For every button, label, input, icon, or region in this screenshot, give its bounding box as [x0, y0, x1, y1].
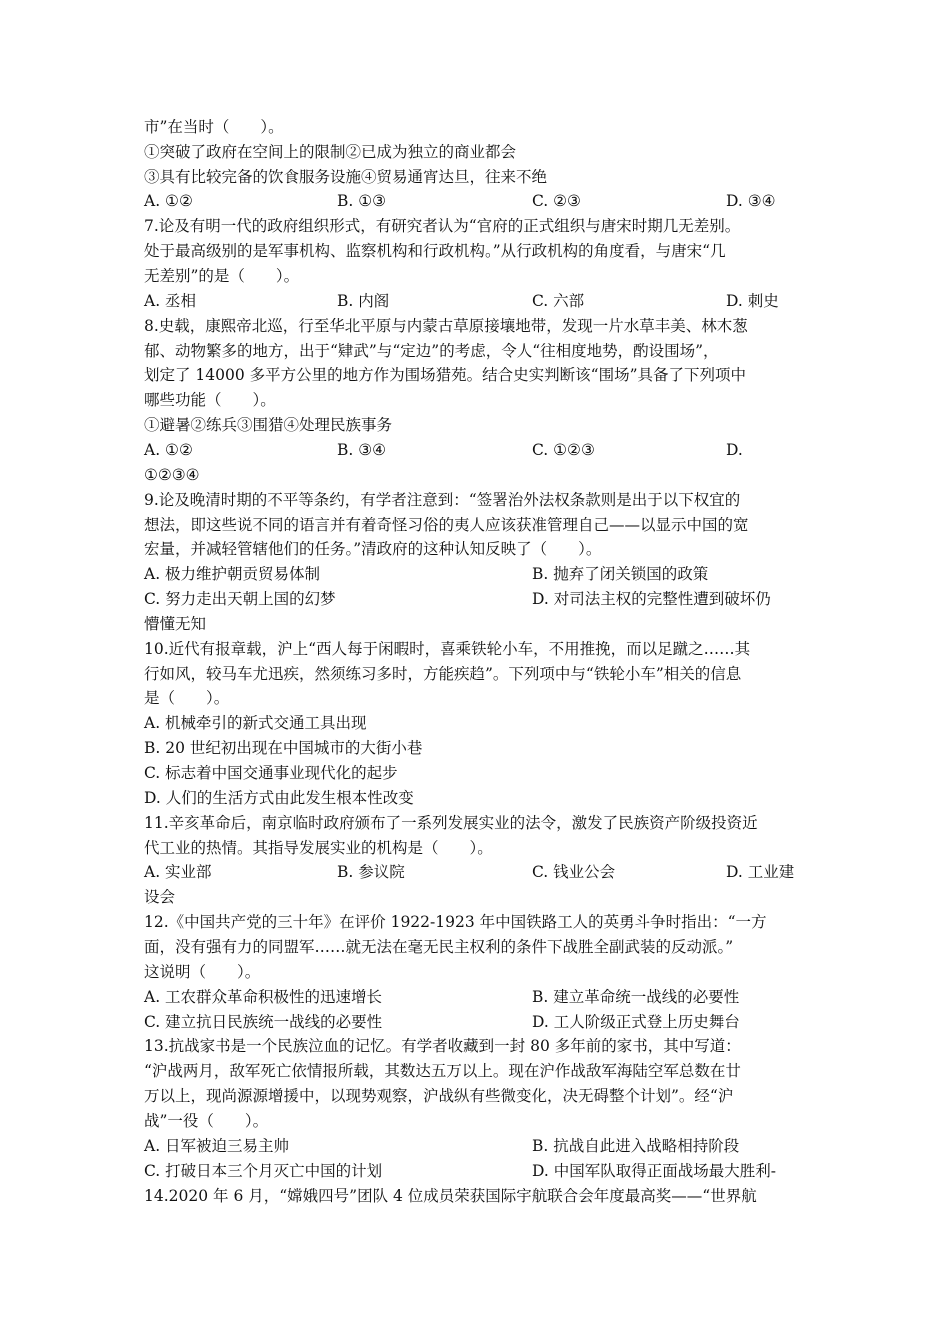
q9-option-a[interactable]: A. 极力维护朝贡贸易体制	[144, 565, 321, 583]
q6-options	[144, 189, 824, 213]
q11-stem-line-1: 11.辛亥革命后，南京临时政府颁布了一系列发展实业的法令，激发了民族资产阶级投资近	[144, 814, 758, 832]
q11-option-a[interactable]: A. 实业部	[144, 863, 212, 881]
q11-option-d[interactable]: D. 工业建	[726, 863, 795, 881]
q13-stem-line-4: 战”一役（ ）。	[144, 1112, 269, 1130]
q10-option-c[interactable]: C. 标志着中国交通事业现代化的起步	[144, 764, 398, 782]
q7-option-b[interactable]: B. 内阁	[337, 292, 390, 310]
q12-option-c[interactable]: C. 建立抗日民族统一战线的必要性	[144, 1013, 383, 1031]
q9-options-row-1	[144, 562, 824, 586]
q9-stem-line-2: 想法，即这些说不同的语言并有着奇怪习俗的夷人应该获准管理自己——以显示中国的宽	[144, 516, 749, 534]
q8-stem-line-4: 哪些功能（ ）。	[144, 391, 276, 409]
q7-option-d[interactable]: D. 刺史	[726, 292, 779, 310]
q13-stem-line-1: 13.抗战家书是一个民族泣血的记忆。有学者收藏到一封 80 多年前的家书，其中写道：	[144, 1037, 741, 1055]
q11-stem-line-2: 代工业的热情。其指导发展实业的机构是（ ）。	[144, 839, 493, 857]
q7-stem-line-1: 7.论及有明一代的政府组织形式，有研究者认为“官府的正式组织与唐宋时期几无差别。	[144, 217, 741, 235]
q13-stem-line-2: “沪战两月，敌军死亡依情报所载，其数达五万以上。现在沪作战敌军海陆空军总数在廿	[144, 1062, 741, 1080]
q6-option-a[interactable]: A. ①②	[144, 192, 193, 210]
q12-stem-line-2: 面，没有强有力的同盟军……就无法在毫无民主权利的条件下战胜全副武装的反动派。”	[144, 938, 734, 956]
q8-stem-line-1: 8.史载，康熙帝北巡，行至华北平原与内蒙古草原接壤地带，发现一片水草丰美、林木葱	[144, 317, 748, 335]
q13-options-row-1	[144, 1134, 824, 1158]
q8-items: ①避暑②练兵③围猎④处理民族事务	[144, 416, 393, 434]
q13-option-d[interactable]: D. 中国军队取得正面战场最大胜利-	[532, 1162, 776, 1180]
q6-items-line-2: ③具有比较完备的饮食服务设施④贸易通宵达旦，往来不绝	[144, 168, 548, 186]
q7-option-c[interactable]: C. 六部	[532, 292, 585, 310]
q8-option-d[interactable]: D.	[726, 441, 743, 459]
q12-option-a[interactable]: A. 工农群众革命积极性的迅速增长	[144, 988, 383, 1006]
q10-stem-line-1: 10.近代有报章载，沪上“西人每于闲暇时，喜乘铁轮小车，不用推挽，而以足蹴之……其	[144, 640, 751, 658]
q13-options-row-2	[144, 1159, 824, 1183]
q10-stem-line-3: 是（ ）。	[144, 689, 230, 707]
q12-option-d[interactable]: D. 工人阶级正式登上历史舞台	[532, 1013, 740, 1031]
q8-option-a[interactable]: A. ①②	[144, 441, 193, 459]
q13-option-c[interactable]: C. 打破日本三个月灭亡中国的计划	[144, 1162, 383, 1180]
q8-stem-line-3: 划定了 14000 多平方公里的地方作为围场猎苑。结合史实判断该“围场”具备了下列项中	[144, 366, 747, 384]
q11-option-d-wrap[interactable]: 设会	[144, 888, 176, 906]
q7-option-a[interactable]: A. 丞相	[144, 292, 197, 310]
q8-option-b[interactable]: B. ③④	[337, 441, 387, 459]
q10-option-b[interactable]: B. 20 世纪初出现在中国城市的大街小巷	[144, 739, 423, 757]
q10-option-a[interactable]: A. 机械牵引的新式交通工具出现	[144, 714, 367, 732]
q12-stem-line-3: 这说明（ ）。	[144, 963, 261, 981]
q12-option-b[interactable]: B. 建立革命统一战线的必要性	[532, 988, 740, 1006]
q8-option-c[interactable]: C. ①②③	[532, 441, 595, 459]
q11-options	[144, 860, 824, 884]
q8-stem-line-2: 郁、动物繁多的地方，出于“肄武”与“定边”的考虑，令人“往相度地势，酌设围场”，	[144, 342, 719, 360]
q8-options	[144, 438, 824, 462]
q12-options-row-2	[144, 1010, 824, 1034]
q14-stem-line-1: 14.2020 年 6 月，“嫦娥四号”团队 4 位成员荣获国际宇航联合会年度最高奖——“世界航	[144, 1187, 757, 1205]
q11-option-c[interactable]: C. 钱业公会	[532, 863, 616, 881]
q7-stem-line-3: 无差别”的是（ ）。	[144, 267, 300, 285]
q13-stem-line-3: 万以上，现尚源源增援中，以现势观察，沪战纵有些微变化，决无碍整个计划”。经“沪	[144, 1087, 734, 1105]
q13-option-a[interactable]: A. 日军被迫三易主帅	[144, 1137, 290, 1155]
q13-option-b[interactable]: B. 抗战自此进入战略相持阶段	[532, 1137, 740, 1155]
q7-stem-line-2: 处于最高级别的是军事机构、监察机构和行政机构。”从行政机构的角度看，与唐宋“几	[144, 242, 726, 260]
q12-options-row-1	[144, 985, 824, 1009]
q9-stem-line-1: 9.论及晚清时期的不平等条约，有学者注意到：“签署治外法权条款则是出于以下权宜的	[144, 491, 741, 509]
q8-option-d-wrap[interactable]: ①②③④	[144, 466, 200, 484]
q9-options-row-2	[144, 587, 824, 611]
q6-stem-continuation: 市”在当时（ ）。	[144, 118, 284, 136]
q6-option-b[interactable]: B. ①③	[337, 192, 387, 210]
q9-option-d-wrap[interactable]: 懵懂无知	[144, 615, 207, 633]
q7-options	[144, 289, 824, 313]
q10-option-d[interactable]: D. 人们的生活方式由此发生根本性改变	[144, 789, 414, 807]
q9-stem-line-3: 宏量，并减轻管辖他们的任务。”清政府的这种认知反映了（ ）。	[144, 540, 602, 558]
q9-option-b[interactable]: B. 抛弃了闭关锁国的政策	[532, 565, 709, 583]
q6-option-c[interactable]: C. ②③	[532, 192, 581, 210]
q9-option-c[interactable]: C. 努力走出天朝上国的幻梦	[144, 590, 336, 608]
q6-option-d[interactable]: D. ③④	[726, 192, 776, 210]
q12-stem-line-1: 12.《中国共产党的三十年》在评价 1922-1923 年中国铁路工人的英勇斗争时指出：“一方	[144, 913, 767, 931]
q11-option-b[interactable]: B. 参议院	[337, 863, 405, 881]
q6-items-line-1: ①突破了政府在空间上的限制②已成为独立的商业都会	[144, 143, 517, 161]
q9-option-d[interactable]: D. 对司法主权的完整性遭到破坏仍	[532, 590, 771, 608]
q10-stem-line-2: 行如风，较马车尤迅疾，然须练习多时，方能疾趋”。下列项中与“铁轮小车”相关的信息	[144, 665, 742, 683]
